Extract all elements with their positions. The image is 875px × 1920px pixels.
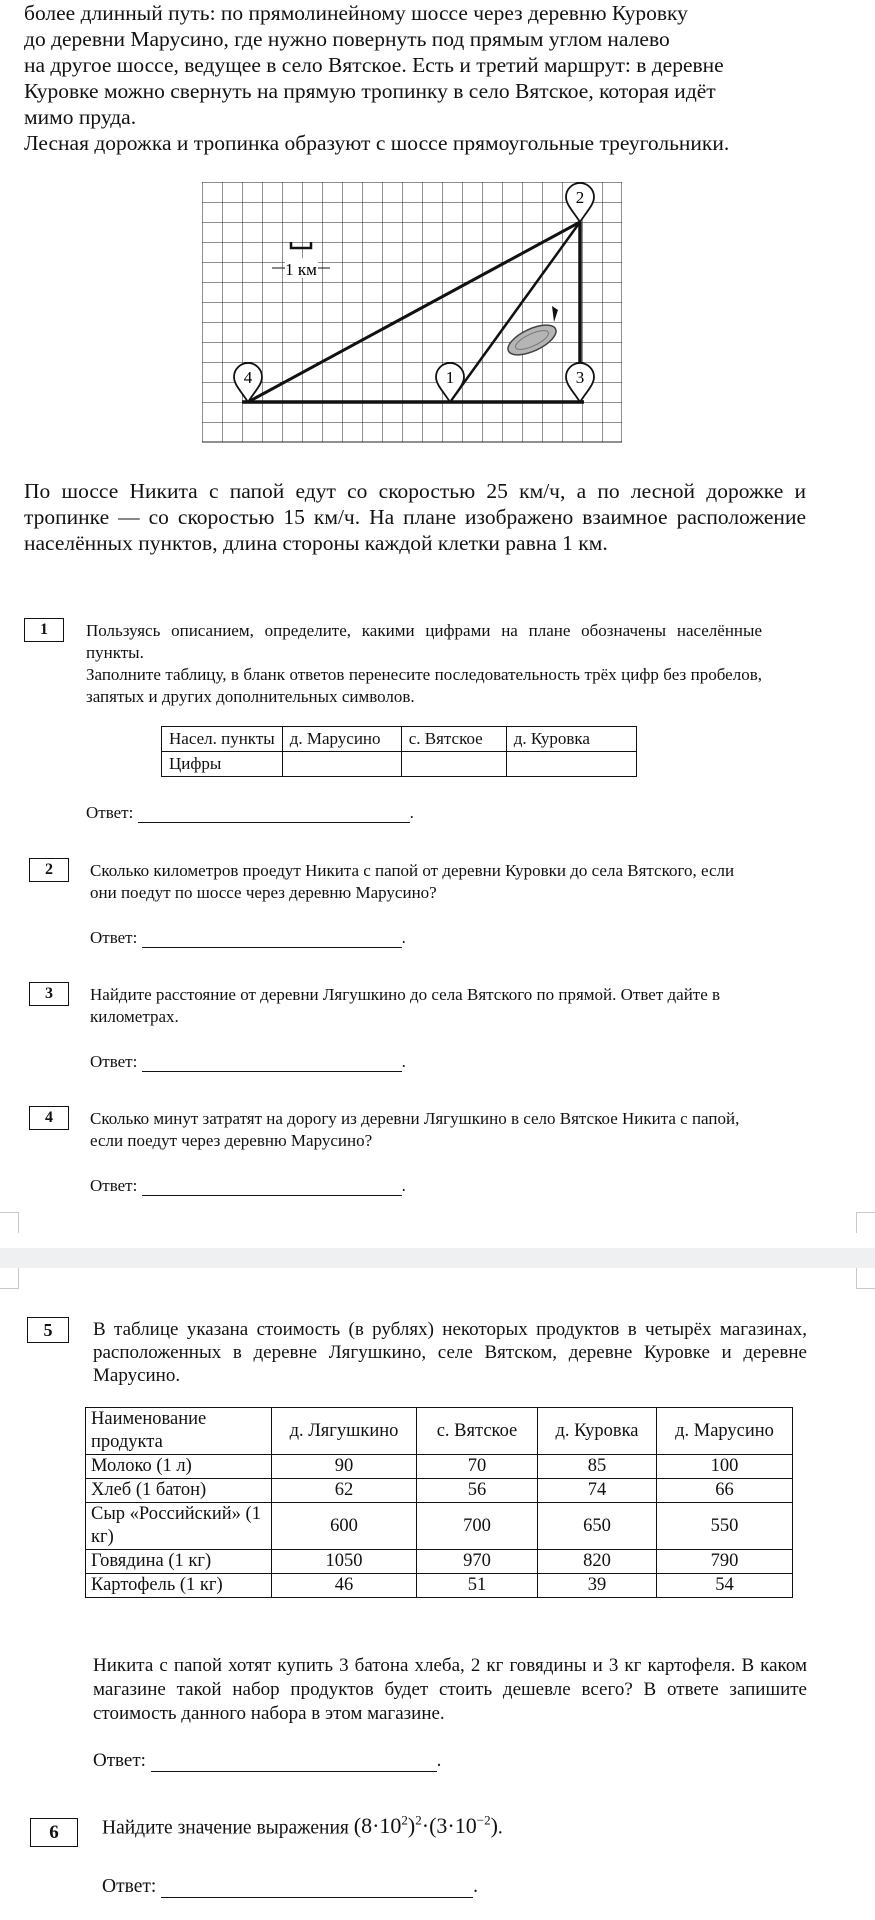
intro-line: на другое шоссе, ведущее в село Вятское. Есть и третий маршрут: в деревне xyxy=(24,53,724,77)
table-header-cell: д. Куровка xyxy=(538,1408,657,1455)
answer-label: Ответ: xyxy=(90,928,138,947)
scale-label: 1 км xyxy=(285,260,317,279)
question-1-line: Пользуясь описанием, определите, какими цифрами на плане обозначены населённые пункты. xyxy=(86,621,762,662)
answer-label: Ответ: xyxy=(86,803,134,822)
question-1-text xyxy=(86,620,762,708)
question-number: 3 xyxy=(29,982,69,1006)
question-number: 6 xyxy=(30,1818,78,1847)
answer-row: Ответ: . xyxy=(90,1176,406,1195)
map-plan xyxy=(202,182,622,457)
table-header-cell: с. Вятское xyxy=(417,1408,538,1455)
intro-line: Лесная дорожка и тропинка образуют с шоссе прямоугольные треугольники. xyxy=(24,131,730,155)
table-header-cell: Наименование продукта xyxy=(86,1408,272,1455)
intro-line: более длинный путь: по прямолинейному шоссе через деревню Куровку xyxy=(24,1,688,25)
table-row: Хлеб (1 батон) 62 56 74 66 xyxy=(86,1479,793,1503)
table-row: Картофель (1 кг) 46 51 39 54 xyxy=(86,1574,793,1598)
price-table xyxy=(85,1407,793,1598)
answer-label: Ответ: xyxy=(90,1176,138,1195)
table-row-label: Цифры xyxy=(162,752,283,777)
map-grid xyxy=(202,182,622,452)
question-1-table xyxy=(161,726,637,777)
table-header-cell: Насел. пункты xyxy=(162,727,283,752)
page-corner-mark xyxy=(0,1268,19,1289)
question-4-text: Сколько минут затратят на дорогу из деревни Лягушкино в село Вятское Никита с папой, если поедут через деревню Марусино? xyxy=(90,1109,740,1150)
table-header-cell: д. Лягушкино xyxy=(272,1408,417,1455)
intro-line: Куровке можно свернуть на прямую тропинку в село Вятское, которая идёт xyxy=(24,79,716,103)
question-3-text: Найдите расстояние от деревни Лягушкино до села Вятского по прямой. Ответ дайте в километрах. xyxy=(90,985,721,1026)
svg-text:4: 4 xyxy=(243,368,253,387)
question-5-followup: Никита с папой хотят купить 3 батона хлеба, 2 кг говядины и 3 кг картофеля. В каком магазине такой набор продуктов будет стоить дешевле всего? В ответе запишите стоимость данного набора в этом магазине. xyxy=(93,1655,807,1724)
answer-label: Ответ: xyxy=(93,1750,146,1771)
answer-cell[interactable] xyxy=(506,752,636,777)
answer-field[interactable] xyxy=(151,1751,437,1772)
answer-cell[interactable] xyxy=(401,752,506,777)
intro-text xyxy=(24,0,834,156)
answer-row: Ответ: . xyxy=(102,1876,479,1897)
question-number: 2 xyxy=(29,858,69,882)
answer-cell[interactable] xyxy=(282,752,401,777)
answer-row: Ответ: . xyxy=(90,1052,406,1071)
answer-label: Ответ: xyxy=(102,1876,157,1897)
answer-field[interactable] xyxy=(161,1877,473,1898)
answer-row: Ответ: . xyxy=(90,928,406,947)
svg-text:3: 3 xyxy=(575,368,585,387)
table-row: Молоко (1 л) 90 70 85 100 xyxy=(86,1455,793,1479)
page-corner-mark xyxy=(0,1212,19,1233)
answer-field[interactable] xyxy=(138,804,410,823)
question-2-text: Сколько километров проедут Никита с папой от деревни Куровки до села Вятского, если они поедут по шоссе через деревню Марусино? xyxy=(90,861,735,902)
answer-field[interactable] xyxy=(142,1053,402,1072)
page-separator xyxy=(0,1248,875,1268)
svg-text:2: 2 xyxy=(575,188,585,207)
answer-field[interactable] xyxy=(142,929,402,948)
table-header-cell: д. Марусино xyxy=(282,727,401,752)
answer-field[interactable] xyxy=(142,1177,402,1196)
table-row: Говядина (1 кг) 1050 970 820 790 xyxy=(86,1550,793,1574)
question-6-text: Найдите значение выражения $(8\cdot 10^2)^2\cdot(3\cdot 10^{-2})$. xyxy=(102,1813,503,1839)
table-row: Сыр «Российский» (1 кг) 600 700 650 550 xyxy=(86,1503,793,1550)
question-5-text: В таблице указана стоимость (в рублях) некоторых продуктов в четырёх магазинах, расположенных в деревне Лягушкино, селе Вятском, деревне Куровке и деревне Марусино. xyxy=(93,1319,807,1386)
page-corner-mark xyxy=(856,1268,875,1289)
table-header-cell: д. Куровка xyxy=(506,727,636,752)
question-1-line: Заполните таблицу, в бланк ответов перенесите последовательность трёх цифр без пробелов, запятых и других дополнительных символов. xyxy=(86,665,762,706)
question-number: 1 xyxy=(24,618,64,642)
math-expression: $(8\cdot 10^2)^2\cdot(3\cdot 10^{-2})$ xyxy=(353,1813,498,1839)
svg-text:1: 1 xyxy=(445,368,455,387)
intro-line: до деревни Марусино, где нужно повернуть под прямым углом налево xyxy=(24,27,670,51)
table-header-cell: с. Вятское xyxy=(401,727,506,752)
answer-row: Ответ: . xyxy=(93,1750,442,1771)
table-header-cell: д. Марусино xyxy=(657,1408,793,1455)
plan-caption: По шоссе Никита с папой едут со скоростью 25 км/ч, а по лесной дорожке и тропинке — со скоростью 15 км/ч. На плане изображено взаимное расположение населённых пунктов, длина стороны каждой клетки равна 1 км. xyxy=(24,479,806,555)
question-number: 4 xyxy=(29,1106,69,1130)
page-corner-mark xyxy=(856,1212,875,1233)
question-number: 5 xyxy=(27,1317,69,1343)
answer-row: Ответ: . xyxy=(86,803,414,822)
intro-line: мимо пруда. xyxy=(24,105,137,129)
answer-label: Ответ: xyxy=(90,1052,138,1071)
